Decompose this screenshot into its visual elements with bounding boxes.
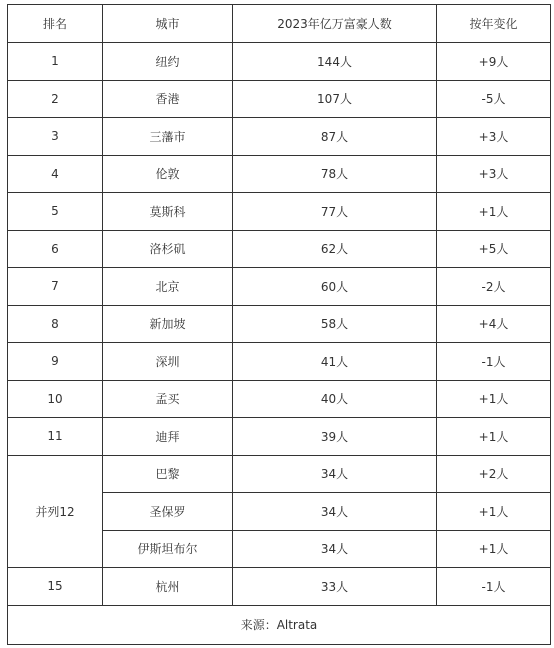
count-cell: 107人: [233, 80, 437, 118]
change-cell: -1人: [437, 568, 551, 606]
change-cell: +5人: [437, 230, 551, 268]
count-cell: 60人: [233, 268, 437, 306]
change-cell: +1人: [437, 418, 551, 456]
rank-cell: 15: [8, 568, 103, 606]
table-row: [8, 230, 551, 268]
count-cell: 33人: [233, 568, 437, 606]
rank-cell: 4: [8, 155, 103, 193]
city-cell: 伊斯坦布尔: [103, 530, 233, 568]
count-cell: 78人: [233, 155, 437, 193]
table-row: [8, 455, 551, 493]
table-row: [8, 305, 551, 343]
tied-rank-cell: 并列12: [8, 455, 103, 568]
table-row: [8, 568, 551, 606]
table-row: [8, 118, 551, 156]
city-cell: 杭州: [103, 568, 233, 606]
table-row: [8, 193, 551, 231]
table-row: [8, 343, 551, 381]
count-cell: 34人: [233, 455, 437, 493]
count-cell: 39人: [233, 418, 437, 456]
city-cell: 莫斯科: [103, 193, 233, 231]
change-cell: +1人: [437, 193, 551, 231]
header-rank: 排名: [8, 5, 103, 43]
rank-cell: 1: [8, 43, 103, 81]
table-row: [8, 418, 551, 456]
billionaire-cities-table-container: [7, 4, 551, 645]
rank-cell: 6: [8, 230, 103, 268]
count-cell: 144人: [233, 43, 437, 81]
rank-cell: 7: [8, 268, 103, 306]
count-cell: 40人: [233, 380, 437, 418]
city-cell: 伦敦: [103, 155, 233, 193]
city-cell: 三藩市: [103, 118, 233, 156]
city-cell: 洛杉矶: [103, 230, 233, 268]
city-cell: 香港: [103, 80, 233, 118]
change-cell: +1人: [437, 530, 551, 568]
change-cell: -2人: [437, 268, 551, 306]
city-cell: 深圳: [103, 343, 233, 381]
rank-cell: 8: [8, 305, 103, 343]
rank-cell: 9: [8, 343, 103, 381]
change-cell: +3人: [437, 155, 551, 193]
change-cell: +4人: [437, 305, 551, 343]
rank-cell: 10: [8, 380, 103, 418]
table-row: [8, 43, 551, 81]
count-cell: 41人: [233, 343, 437, 381]
table-row: [8, 155, 551, 193]
change-cell: -1人: [437, 343, 551, 381]
count-cell: 34人: [233, 493, 437, 531]
count-cell: 87人: [233, 118, 437, 156]
table-row: [8, 268, 551, 306]
billionaire-cities-table: [7, 4, 551, 645]
count-cell: 62人: [233, 230, 437, 268]
change-cell: +1人: [437, 380, 551, 418]
source-note: 来源：Altrata: [8, 605, 551, 644]
count-cell: 58人: [233, 305, 437, 343]
header-yearly-change: 按年变化: [437, 5, 551, 43]
city-cell: 纽约: [103, 43, 233, 81]
rank-cell: 3: [8, 118, 103, 156]
change-cell: +9人: [437, 43, 551, 81]
change-cell: +2人: [437, 455, 551, 493]
city-cell: 巴黎: [103, 455, 233, 493]
count-cell: 77人: [233, 193, 437, 231]
source-row: [8, 605, 551, 644]
city-cell: 北京: [103, 268, 233, 306]
city-cell: 新加坡: [103, 305, 233, 343]
city-cell: 孟买: [103, 380, 233, 418]
header-city: 城市: [103, 5, 233, 43]
rank-cell: 5: [8, 193, 103, 231]
change-cell: +1人: [437, 493, 551, 531]
rank-cell: 2: [8, 80, 103, 118]
rank-cell: 11: [8, 418, 103, 456]
table-header-row: [8, 5, 551, 43]
change-cell: -5人: [437, 80, 551, 118]
change-cell: +3人: [437, 118, 551, 156]
header-billionaire-count: 2023年亿万富豪人数: [233, 5, 437, 43]
count-cell: 34人: [233, 530, 437, 568]
city-cell: 圣保罗: [103, 493, 233, 531]
table-row: [8, 80, 551, 118]
city-cell: 迪拜: [103, 418, 233, 456]
table-row: [8, 380, 551, 418]
